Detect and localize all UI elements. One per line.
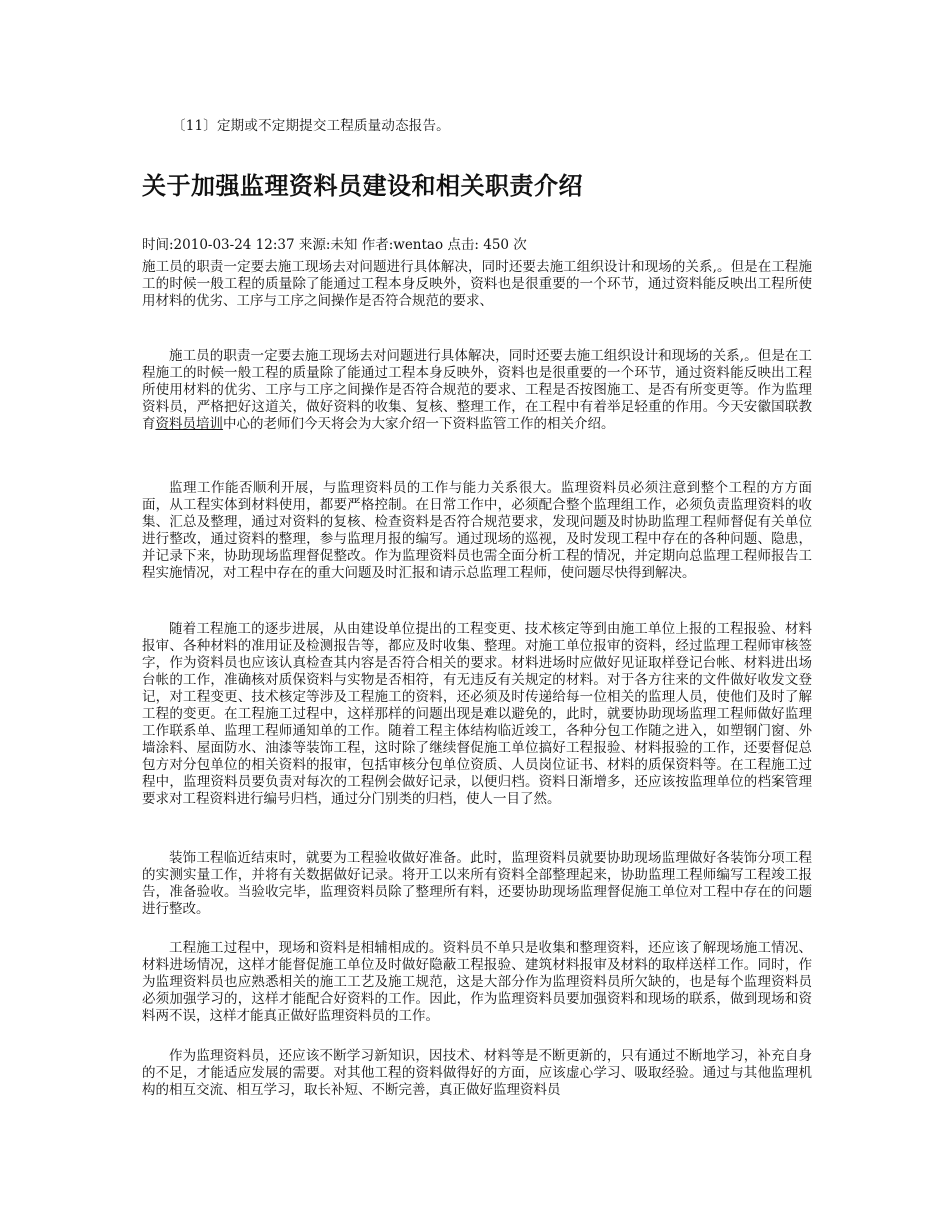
training-link[interactable]: 资料员培训 xyxy=(155,416,223,432)
numbered-item: 〔11〕定期或不定期提交工程质量动态报告。 xyxy=(172,118,450,134)
paragraph-text: 施工员的职责一定要去施工现场去对问题进行具体解决，同时还要去施工组织设计和现场的关系,。但是在工程施工的时候一般工程的质量除了能通过工程本身反映外，资料也是很重要的一个环节，通过资料能反映出工程所使用材料的优劣、工序与工序之间操作是否符合规范的要求、工程是否按图施工、是否有所变更等。作为监理资料员，严格把好这道关，做好资料的收集、复核、整理工作，在工程中有着举足轻重的作用。今天安徽国联教育 xyxy=(142,348,812,432)
paragraph-site-relation: 工程施工过程中，现场和资料是相辅相成的。资料员不单只是收集和整理资料，还应该了解现场施工情况、材料进场情况，这样才能督促施工单位及时做好隐蔽工程报验、建筑材料报审及材料的取样送样工作。同时，作为监理资料员也应熟悉相关的施工工艺及施工规范，这是大部分作为监理资料员所欠缺的，也是每个监理资料员必须加强学习的，这样才能配合好资料的工作。因此，作为监理资料员要加强资料和现场的联系，做到现场和资料两不误，这样才能真正做好监理资料员的工作。 xyxy=(142,940,812,1024)
article-title: 关于加强监理资料员建设和相关职责介绍 xyxy=(142,172,583,200)
article-meta: 时间:2010-03-24 12:37 来源:未知 作者:wentao 点击: 450 次 xyxy=(142,237,527,253)
paragraph-learning: 作为监理资料员，还应该不断学习新知识，因技术、材料等是不断更新的，只有通过不断地学习，补充自身的不足，才能适应发展的需要。对其他工程的资料做得好的方面，应该虚心学习、吸取经验。通过与其他监理机构的相互交流、相互学习，取长补短、不断完善，真正做好监理资料员 xyxy=(142,1048,812,1098)
paragraph-intro xyxy=(142,348,812,433)
paragraph-acceptance: 装饰工程临近结束时，就要为工程验收做好准备。此时，监理资料员就要协助现场监理做好各装饰分项工程的实测实量工作，并将有关数据做好记录。将开工以来所有资料全部整理起来，协助监理工程师编写工程竣工报告，准备验收。当验收完毕，监理资料员除了整理所有料，还要协助现场监理督促施工单位对工程中存在的问题进行整改。 xyxy=(142,850,812,917)
paragraph-progress: 随着工程施工的逐步进展，从由建设单位提出的工程变更、技术核定等到由施工单位上报的工程报验、材料报审、各种材料的准用证及检测报告等，都应及时收集、整理。对施工单位报审的资料，经过监理工程师审核签字，作为资料员也应该认真检查其内容是否符合相关的要求。材料进场时应做好见证取样登记台帐、材料进出场台帐的工作，准确核对质保资料与实物是否相符，有无违反有关规定的材料。对于各方往来的文件做好收发文登记，对工程变更、技术核定等涉及工程施工的资料，还必须及时传递给每一位相关的监理人员，使他们及时了解工程的变更。在工程施工过程中，这样那样的问题出现是难以避免的，此时，就要协助现场监理工程师做好监理工作联系单、监理工程师通知单的工作。随着工程主体结构临近竣工，各种分包工作随之进入，如塑钢门窗、外墙涂料、屋面防水、油漆等装饰工程，这时除了继续督促施工单位搞好工程报验、材料报验的工作，还要督促总包方对分包单位的相关资料的报审，包括审核分包单位资质、人员岗位证书、材料的质保资料等。在工程施工过程中，监理资料员要负责对每次的工程例会做好记录，以便归档。资料日渐增多，还应该按监理单位的档案管理要求对工程资料进行编号归档，通过分门别类的归档，使人一目了然。 xyxy=(142,621,812,807)
paragraph-duties: 监理工作能否顺利开展，与监理资料员的工作与能力关系很大。监理资料员必须注意到整个工程的方方面面，从工程实体到材料使用，都要严格控制。在日常工作中，必须配合整个监理组工作，必须负责监理资料的收集、汇总及整理，通过对资料的复核、检查资料是否符合规范要求，发现问题及时协助监理工程师督促有关单位进行整改，通过资料的整理，参与监理月报的编写。通过现场的巡视，及时发现工程中存在的各种问题、隐患，并记录下来，协助现场监理督促整改。作为监理资料员也需全面分析工程的情况，并定期向总监理工程师报告工程实施情况，对工程中存在的重大问题及时汇报和请示总监理工程师，使问题尽快得到解决。 xyxy=(142,480,812,581)
paragraph-text: 中心的老师们今天将会为大家介绍一下资料监管工作的相关介绍。 xyxy=(223,416,615,432)
article-summary: 施工员的职责一定要去施工现场去对问题进行具体解决，同时还要去施工组织设计和现场的关系,。但是在工程施工的时候一般工程的质量除了能通过工程本身反映外，资料也是很重要的一个环节，通过资料能反映出工程所使用材料的优劣、工序与工序之间操作是否符合规范的要求、 xyxy=(142,259,812,309)
